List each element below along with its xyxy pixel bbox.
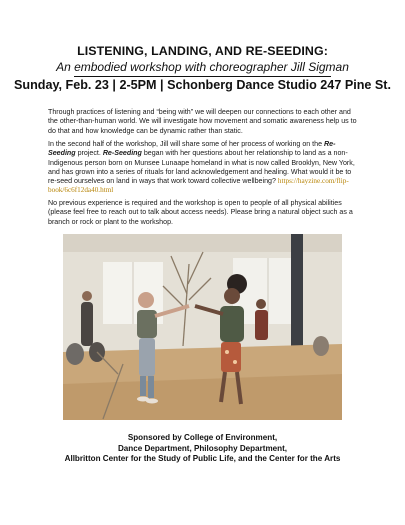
access-paragraph: No previous experience is required and the workshop is open to people of all physical abilities (please feel free to reach out to talk about access needs). Please bring a natural object such as a branch or rock or plant to the workshop.: [48, 199, 353, 226]
flipbook-link[interactable]: https://hayzine.com/flip-book/6c6f12da40.html: [48, 177, 349, 195]
subtitle-underline: [74, 76, 331, 77]
project-name-2: Re-Seeding: [102, 149, 142, 158]
project-name-1: Re-Seeding: [48, 140, 336, 158]
project-text-1: In the second half of the workshop, Jill will share some of her process of working on the: [48, 140, 325, 148]
event-dateline: Sunday, Feb. 23 | 2-5PM | Schonberg Dance Studio 247 Pine St.: [13, 78, 392, 92]
sponsor-block: [0, 433, 405, 465]
sponsor-line-3: Allbritton Center for the Study of Public Life, and the Center for the Arts: [64, 454, 341, 464]
project-text-3: began with her questions about her relationship to land as a non-Indigenous person born on Munsee Lunaape homeland in what is now called Brooklyn, New York, and has grown into a series of rituals for land acknowledgement and healing. What would it be to re-seed ourselves on land in ways that work toward collective wellbeing?: [48, 149, 355, 186]
workshop-photo-illustration: [63, 234, 342, 420]
sponsor-line-2: Dance Department, Philosophy Department,: [117, 443, 288, 453]
sponsor-line-1: Sponsored by College of Environment,: [127, 433, 278, 442]
intro-paragraph: Through practices of listening and “being with” we will deepen our connections to each other and the other-than-human world. We will investigate how movement and somatic awareness help us to do that and how knowledge can be dynamic rather than static.: [48, 108, 357, 135]
project-text-2: project.: [75, 149, 103, 158]
project-paragraph: [48, 140, 360, 196]
flyer-subtitle: An embodied workshop with choreographer Jill Sigman: [56, 60, 349, 74]
flyer-title: LISTENING, LANDING, AND RE-SEEDING:: [77, 44, 328, 58]
workshop-photo: [63, 234, 342, 420]
